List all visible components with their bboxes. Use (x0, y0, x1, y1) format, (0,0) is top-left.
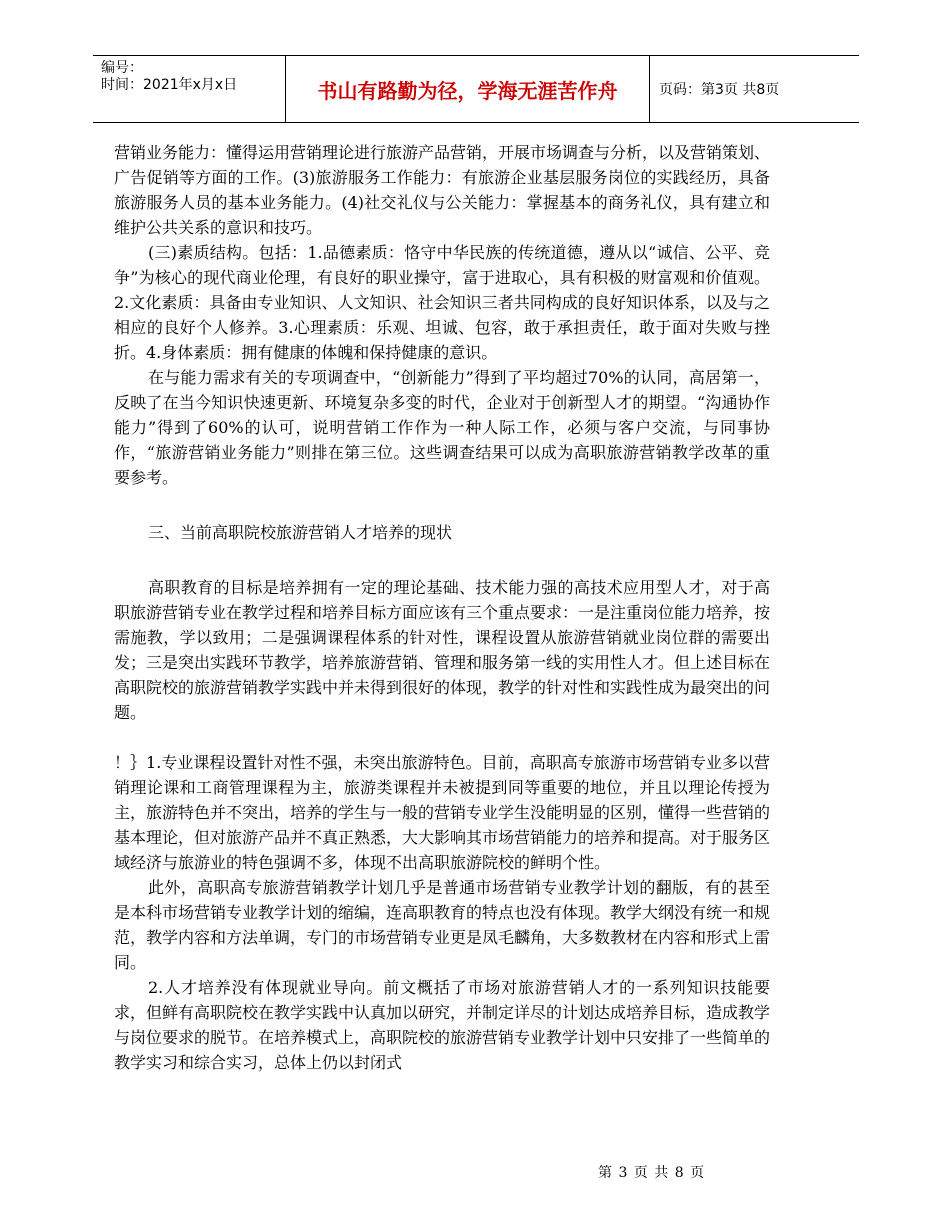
paragraph-7: 2.人才培养没有体现就业导向。前文概括了市场对旅游营销人才的一系列知识技能要求，但鲜有高职院校在教学实践中认真加以研究，并制定详尽的计划达成培养目标，造成教学与岗位要求的脱节。在培养模式上，高职院校的旅游营销专业教学计划中只安排了一些简单的教学实习和综合实习，总体上仍以封闭式 (114, 978, 771, 1072)
header-motto: 书山有路勤为径，学海无涯苦作舟 (285, 56, 650, 122)
paragraph-6: 此外，高职高专旅游营销教学计划几乎是普通市场营销专业教学计划的翻版，有的甚至是本科市场营销专业教学计划的缩编，连高职教育的特点也没有体现。教学大纲没有统一和规范，教学内容和方法单调，专门的市场营销专业更是凤毛麟角，大多数教材在内容和形式上雷同。 (114, 878, 771, 972)
page-header (93, 55, 859, 123)
paragraph-1: 营销业务能力：懂得运用营销理论进行旅游产品营销，开展市场调查与分析，以及营销策划、广告促销等方面的工作。(3)旅游服务工作能力：有旅游企业基层服务岗位的实践经历，具备旅游服务人员的基本业务能力。(4)社交礼仪与公关能力：掌握基本的商务礼仪，具有建立和维护公共关系的意识和技巧。 (114, 143, 771, 237)
page-footer: 第 3 页 共 8 页 (598, 1165, 706, 1181)
number-label: 编号： (101, 60, 143, 76)
time-label: 时间：2021年x月x日 (101, 77, 238, 93)
section-heading: 三、当前高职院校旅游营销人才培养的现状 (148, 523, 453, 542)
paragraph-5: ！｝1.专业课程设置针对性不强，未突出旅游特色。目前，高职高专旅游市场营销专业多以营销理论课和工商管理课程为主，旅游类课程并未被提到同等重要的地位，并且以理论传授为主，旅游特色并不突出，培养的学生与一般的营销专业学生没能明显的区别，懂得一些营销的基本理论，但对旅游产品并不真正熟悉，大大影响其市场营销能力的培养和提高。对于服务区域经济与旅游业的特色强调不多，体现不出高职旅游院校的鲜明个性。 (114, 753, 771, 872)
paragraph-2: (三)素质结构。包括：1.品德素质：恪守中华民族的传统道德，遵从以“诚信、公平、竞争”为核心的现代商业伦理，有良好的职业操守，富于进取心，具有积极的财富观和价值观。2.文化素质：具备由专业知识、人文知识、社会知识三者共同构成的良好知识体系，以及与之相应的良好个人修养。3.心理素质：乐观、坦诚、包容，敢于承担责任，敢于面对失败与挫折。4.身体素质：拥有健康的体魄和保持健康的意识。 (114, 243, 770, 362)
header-meta (93, 56, 285, 122)
paragraph-3: 在与能力需求有关的专项调查中，“创新能力”得到了平均超过70%的认同，高居第一，反映了在当今知识快速更新、环境复杂多变的时代，企业对于创新型人才的期望。“沟通协作能力”得到了60%的认可，说明营销工作作为一种人际工作，必须与客户交流，与同事协作，“旅游营销业务能力”则排在第三位。这些调查结果可以成为高职旅游营销教学改革的重要参考。 (114, 368, 770, 487)
header-page-info: 页码：第3页 共8页 (659, 82, 780, 98)
document-body (114, 140, 770, 1075)
paragraph-4: 高职教育的目标是培养拥有一定的理论基础、技术能力强的高技术应用型人才，对于高职旅游营销专业在教学过程和培养目标方面应该有三个重点要求：一是注重岗位能力培养，按需施教，学以致用；二是强调课程体系的针对性，课程设置从旅游营销就业岗位群的需要出发；三是突出实践环节教学，培养旅游营销、管理和服务第一线的实用性人才。但上述目标在高职院校的旅游营销教学实践中并未得到很好的体现，教学的针对性和实践性成为最突出的问题。 (114, 578, 771, 722)
